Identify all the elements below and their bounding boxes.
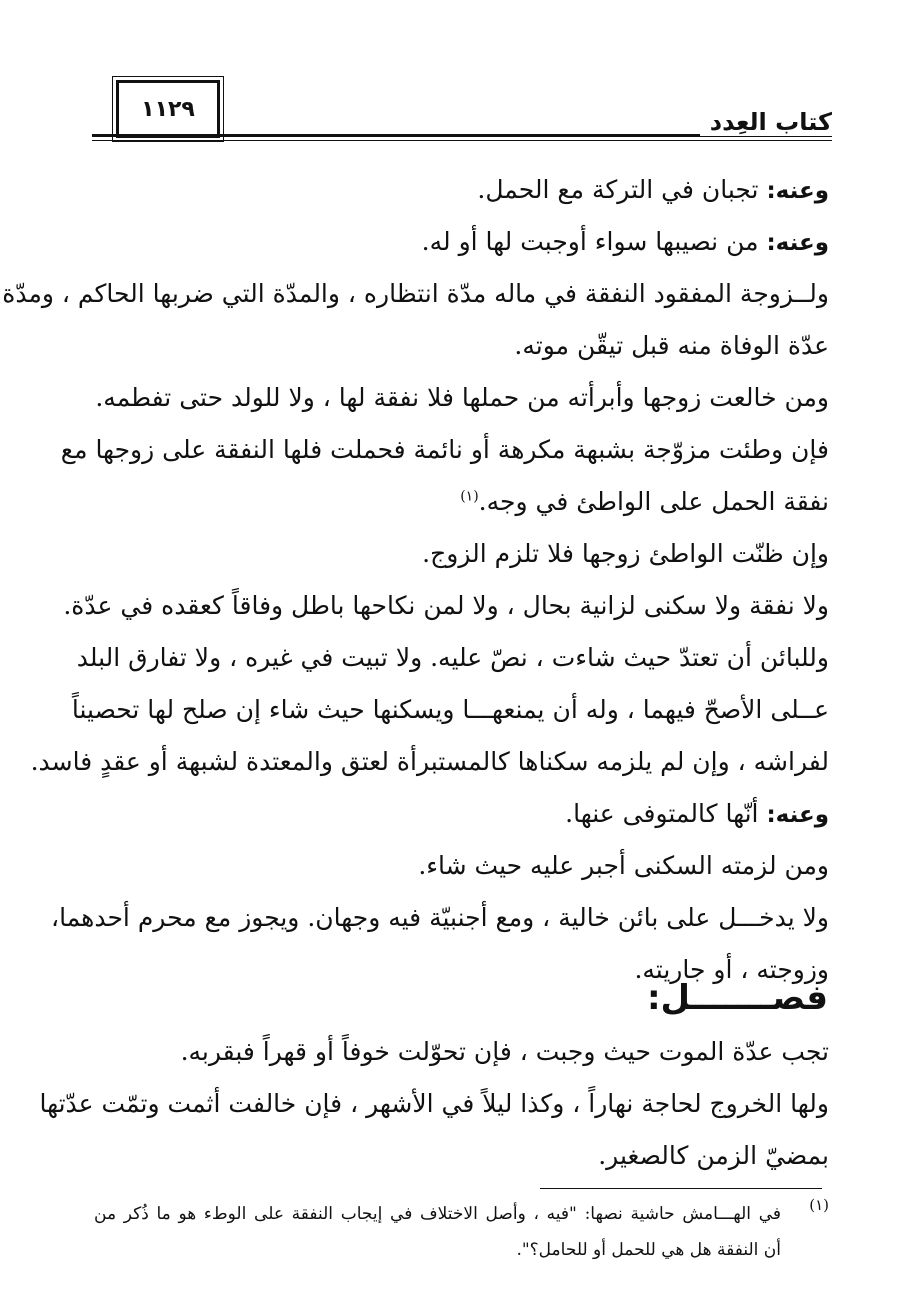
text-line: عــلى الأصحّ فيهما ، وله أن يمنعهـــا ويسكنها حيث شاء إن صلح لها تحصيناً (71, 695, 829, 724)
book-title: كتاب العِدد (700, 108, 832, 136)
footnote-reference[interactable]: (١) (460, 488, 479, 505)
text-line (94, 476, 829, 528)
text-line (94, 164, 829, 216)
text-line: وزوجته ، أو جاريته. (634, 955, 829, 984)
line-label: وعنه: (766, 230, 829, 256)
section-heading: فصـــــــل: (646, 978, 828, 1018)
page-number: ١١٢٩ (116, 80, 220, 138)
text-line: ولا نفقة ولا سكنى لزانية بحال ، ولا لمن نكاحها باطل وفاقاً كعقده في عدّة. (63, 591, 829, 620)
footnotes (94, 1196, 829, 1268)
footnote-separator (540, 1188, 822, 1189)
line-text: أنّها كالمتوفى عنها. (565, 799, 767, 828)
footnote-marker: (١) (809, 1196, 829, 1214)
text-line: ومن لزمته السكنى أجبر عليه حيث شاء. (418, 851, 829, 880)
page-header (92, 78, 832, 144)
text-line: وإن ظنّت الواطئ زوجها فلا تلزم الزوج. (422, 539, 829, 568)
text-line: تجب عدّة الموت حيث وجبت ، فإن تحوّلت خوفاً أو قهراً فبقربه. (180, 1037, 829, 1066)
text-line: ولا يدخـــل على بائن خالية ، ومع أجنبيّة فيه وجهان. ويجوز مع محرم أحدهما، (51, 903, 829, 932)
text-line: وللبائن أن تعتدّ حيث شاءت ، نصّ عليه. ولا تبيت في غيره ، ولا تفارق البلد (76, 643, 829, 672)
line-text: نفقة الحمل على الواطئ في وجه. (478, 487, 829, 516)
text-line (94, 216, 829, 268)
line-text: من نصيبها سواء أوجبت لها أو له. (421, 227, 767, 256)
text-line: بمضيّ الزمن كالصغير. (598, 1141, 829, 1170)
main-text (2, 164, 829, 996)
text-line: ومن خالعت زوجها وأبرأته من حملها فلا نفقة لها ، ولا للولد حتى تفطمه. (95, 383, 829, 412)
text-line: لفراشه ، وإن لم يلزمه سكناها كالمستبرأة لعتق والمعتدة لشبهة أو عقدٍ فاسد. (30, 747, 829, 776)
line-text: تجبان في التركة مع الحمل. (477, 175, 767, 204)
text-line: فإن وطئت مزوّجة بشبهة مكرهة أو نائمة فحملت فلها النفقة على زوجها مع (60, 435, 829, 464)
footnote-line: في الهـــامش حاشية نصها: "فيه ، وأصل الاختلاف في إيجاب النفقة على الوطء هو ما ذُكر من (94, 1204, 781, 1224)
header-rule-thin (92, 140, 832, 141)
line-label: وعنه: (766, 178, 829, 204)
footnote-line: أن النفقة هل هي للحمل أو للحامل؟". (516, 1240, 781, 1260)
text-line: ولــزوجة المفقود النفقة في ماله مدّة انتظاره ، والمدّة التي ضربها الحاكم ، ومدّة (2, 279, 829, 308)
text-line (94, 788, 829, 840)
footnote-text (94, 1196, 781, 1268)
line-label: وعنه: (766, 802, 829, 828)
text-line: ولها الخروج لحاجة نهاراً ، وكذا ليلاً في الأشهر ، فإن خالفت أثمت وتمّت عدّتها (39, 1089, 829, 1118)
section-text (39, 1026, 829, 1182)
text-line: عدّة الوفاة منه قبل تيقّن موته. (514, 331, 829, 360)
